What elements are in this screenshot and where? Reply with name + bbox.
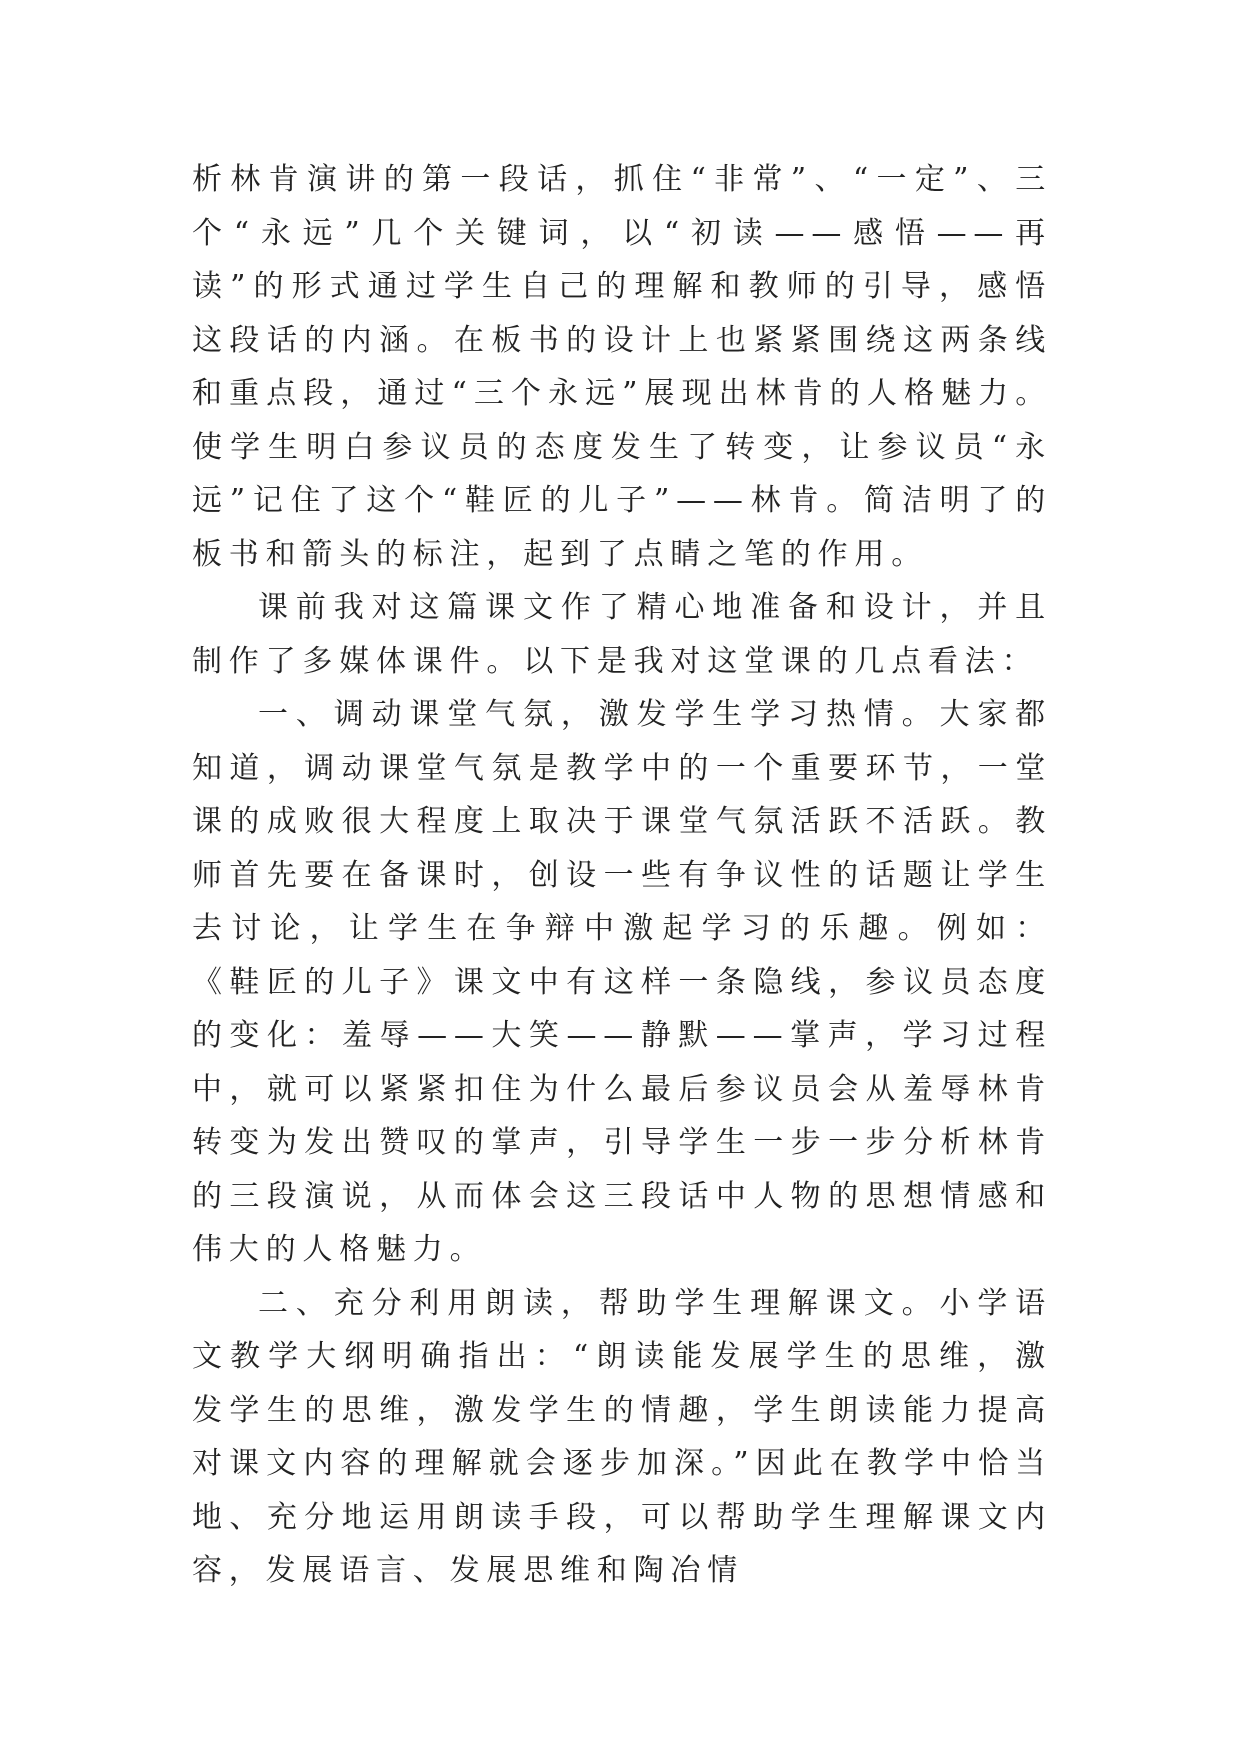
paragraph-3: 一、调动课堂气氛，激发学生学习热情。大家都知道，调动课堂气氛是教学中的一个重要环节，一堂课的成败很大程度上取决于课堂气氛活跃不活跃。教师首先要在备课时，创设一些有争议性的话题让学生去讨论，让学生在争辩中激起学习的乐趣。例如：《鞋匠的儿子》课文中有这样一条隐线，参议员态度的变化：羞辱——大笑——静默——掌声，学习过程中，就可以紧紧扣住为什么最后参议员会从羞辱林肯转变为发出赞叹的掌声，引导学生一步一步分析林肯的三段演说，从而体会这三段话中人物的思想情感和伟大的人格魅力。 — [192, 697, 1052, 1267]
paragraph-1: 析林肯演讲的第一段话，抓住“非常”、“一定”、三个“永远”几个关键词，以“初读——感悟——再读”的形式通过学生自己的理解和教师的引导，感悟这段话的内涵。在板书的设计上也紧紧围绕这两条线和重点段，通过“三个永远”展现出林肯的人格魅力。使学生明白参议员的态度发生了转变，让参议员“永远”记住了这个“鞋匠的儿子”——林肯。简洁明了的板书和箭头的标注，起到了点睛之笔的作用。 — [192, 162, 1052, 572]
document-body — [192, 153, 1052, 1598]
paragraph-4: 二、充分利用朗读，帮助学生理解课文。小学语文教学大纲明确指出：“朗读能发展学生的思维，激发学生的思维，激发学生的情趣，学生朗读能力提高对课文内容的理解就会逐步加深。”因此在教学中恰当地、充分地运用朗读手段，可以帮助学生理解课文内容，发展语言、发展思维和陶冶情 — [192, 1285, 1052, 1588]
paragraph-2: 课前我对这篇课文作了精心地准备和设计，并且制作了多媒体课件。以下是我对这堂课的几点看法： — [192, 590, 1052, 679]
